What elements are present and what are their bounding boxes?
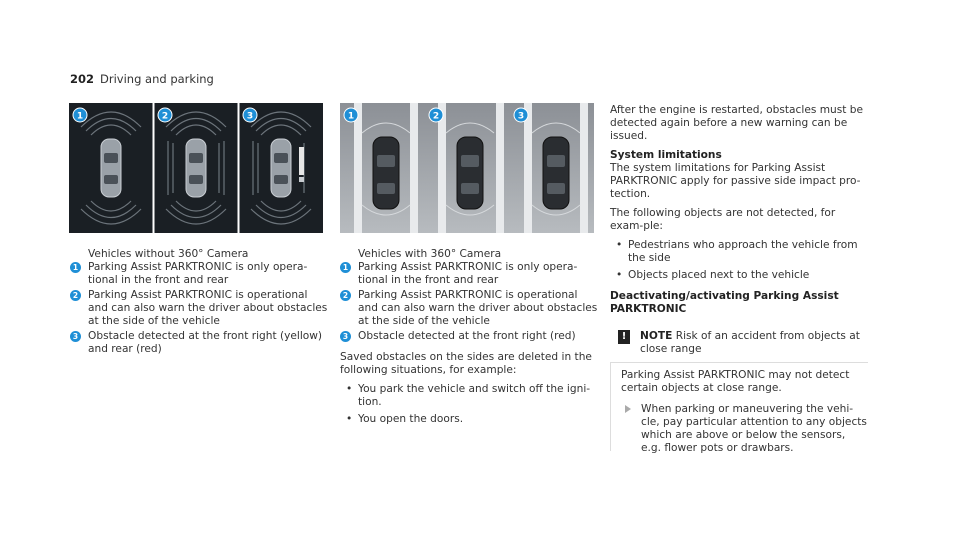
bullet-item: • Pedestrians who approach the vehicle from the side — [610, 239, 868, 265]
figure-badge: 2 — [161, 111, 169, 122]
page-header — [70, 72, 214, 86]
figure-badge: 1 — [347, 111, 355, 122]
system-limitations-heading: System limitations — [610, 149, 722, 161]
figure-without-360-camera — [69, 103, 323, 233]
note-box — [610, 326, 868, 454]
item-text: Parking Assist PARKTRONIC is only opera-tional in the front and rear — [88, 261, 308, 286]
item-number: 2 — [70, 290, 81, 301]
caption-item — [340, 261, 598, 287]
section-title: Driving and parking — [100, 72, 214, 86]
item-text: Obstacle detected at the front right (yellow) and rear (red) — [88, 330, 323, 355]
item-number: 2 — [340, 290, 351, 301]
caption-title: Vehicles without 360° Camera — [88, 248, 249, 260]
item-text: Parking Assist PARKTRONIC is operational and can also warn the driver about obstacles at the side of the vehicle — [88, 289, 328, 327]
caption-title: Vehicles with 360° Camera — [358, 248, 502, 260]
caption-with-360 — [340, 248, 598, 430]
note-title: Risk of an accident from objects at close range — [640, 330, 860, 355]
deactivating-heading: Deactivating/activating Parking Assist PARKTRONIC — [610, 290, 839, 315]
bullet-item: • You park the vehicle and switch off the igni-tion. — [340, 383, 598, 409]
item-number: 3 — [70, 331, 81, 342]
page-number: 202 — [70, 72, 95, 86]
text-column-3 — [610, 104, 868, 454]
note-label: NOTE — [640, 330, 673, 342]
note-header — [610, 326, 868, 363]
figure-badge: 3 — [517, 111, 525, 122]
figure-badge: 1 — [76, 111, 84, 122]
caption-item — [340, 330, 598, 343]
note-text: Parking Assist PARKTRONIC may not detect certain objects at close range. — [621, 369, 850, 394]
caption-without-360 — [70, 248, 328, 358]
note-body — [610, 363, 868, 454]
bullet-item: • You open the doors. — [340, 413, 598, 426]
warning-icon: ! — [618, 330, 630, 344]
item-text: Parking Assist PARKTRONIC is operational and can also warn the driver about obstacles at the side of the vehicle — [358, 289, 598, 327]
arrow-right-icon — [625, 405, 631, 413]
item-number: 1 — [340, 262, 351, 273]
system-limitations-text: The system limitations for Parking Assist PARKTRONIC apply for passive side impact pro-tection. — [610, 162, 861, 200]
item-text: Parking Assist PARKTRONIC is only opera-tional in the front and rear — [358, 261, 578, 286]
figure-badge: 2 — [432, 111, 440, 122]
figure-with-360-camera — [340, 103, 594, 233]
saved-obstacles-paragraph: Saved obstacles on the sides are deleted in the following situations, for example: — [340, 351, 592, 376]
caption-item — [340, 289, 598, 328]
figure-badge: 3 — [246, 111, 254, 122]
note-action-text: When parking or maneuvering the vehi-cle, pay particular attention to any objects which are above or below the sensors, e.g. flower pots or drawbars. — [641, 403, 867, 454]
item-text: Obstacle detected at the front right (red) — [358, 330, 576, 342]
caption-item — [70, 289, 328, 328]
intro-paragraph: After the engine is restarted, obstacles must be detected again before a new warning can be issued. — [610, 104, 864, 142]
caption-item — [70, 261, 328, 287]
item-number: 1 — [70, 262, 81, 273]
not-detected-paragraph: The following objects are not detected, for exam-ple: — [610, 207, 836, 232]
caption-item — [70, 330, 328, 356]
note-action — [621, 403, 868, 455]
bullet-item: • Objects placed next to the vehicle — [610, 269, 868, 282]
item-number: 3 — [340, 331, 351, 342]
